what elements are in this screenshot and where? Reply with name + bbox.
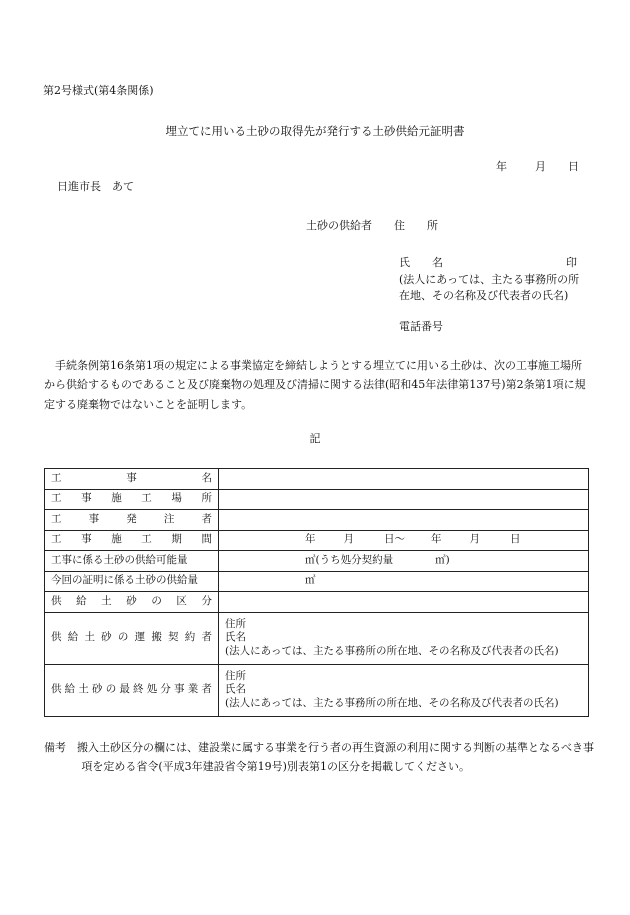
label-char: 事 xyxy=(174,683,185,696)
label-char: 工 xyxy=(51,492,62,505)
row-value-field[interactable] xyxy=(219,571,589,592)
date-day: 日 xyxy=(568,160,579,173)
supplier-label: 土砂の供給者 xyxy=(306,219,372,232)
label-char: の xyxy=(151,594,162,607)
label-char: 施 xyxy=(111,492,122,505)
label-char: の xyxy=(117,631,129,644)
label-char: 砂 xyxy=(92,683,103,696)
value-line: (法人にあっては、主たる事務所の所在地、その名称及び代表者の氏名) xyxy=(225,644,559,657)
table-row xyxy=(45,612,589,664)
period-part: 日～ xyxy=(384,533,405,546)
label-char: 期 xyxy=(171,533,182,546)
label-char: 契 xyxy=(168,631,179,644)
supplier-name-line xyxy=(399,256,577,270)
value-text: ㎥ xyxy=(305,574,316,587)
document-title: 埋立てに用いる土砂の取得先が発行する土砂供給元証明書 xyxy=(165,124,465,138)
label-char: 区 xyxy=(176,594,187,607)
supplier-phone-label: 電話番号 xyxy=(399,320,443,333)
table-row xyxy=(45,510,589,531)
table-row xyxy=(45,592,589,613)
supplier-address-label: 住 所 xyxy=(394,219,438,232)
label-char: 工 xyxy=(51,533,62,546)
value-line: 住所 xyxy=(225,617,246,630)
row-label xyxy=(45,612,219,664)
label-char: 施 xyxy=(111,533,122,546)
row-label xyxy=(45,592,219,613)
value-line: 氏名 xyxy=(225,631,246,644)
row-value-field[interactable] xyxy=(219,510,589,531)
label-char: 供 xyxy=(51,594,62,607)
label-char: 砂 xyxy=(126,594,137,607)
row-label: 工事に係る土砂の供給可能量 xyxy=(45,551,219,572)
table-row xyxy=(45,664,589,716)
supplier-address-line xyxy=(306,219,438,233)
row-label: 今回の証明に係る土砂の供給量 xyxy=(45,571,219,592)
table-row xyxy=(45,571,589,592)
label-char: 事 xyxy=(81,492,92,505)
label-char: 事 xyxy=(88,512,100,525)
date-year: 年 xyxy=(496,160,507,173)
value-text: ㎥(うち処分契約量 ㎥) xyxy=(305,553,450,566)
row-label xyxy=(45,510,219,531)
value-line: 氏名 xyxy=(225,683,246,696)
label-char: 分 xyxy=(201,594,212,607)
row-value-field[interactable] xyxy=(219,592,589,613)
label-char: 業 xyxy=(187,683,199,696)
row-label xyxy=(45,530,219,551)
label-char: 土 xyxy=(101,594,112,607)
label-char: 給 xyxy=(76,594,87,607)
value-line: (法人にあっては、主たる事務所の所在地、その名称及び代表者の氏名) xyxy=(225,696,559,709)
label-char: 発 xyxy=(126,512,137,525)
label-char: 所 xyxy=(201,492,212,505)
row-value-field[interactable] xyxy=(219,551,589,572)
supplier-name-note: (法人にあっては、主たる事務所の所在地、その名称及び代表者の氏名) xyxy=(399,273,580,302)
table-row xyxy=(45,469,589,490)
addressee: 日進市長 あて xyxy=(57,180,134,193)
label-char: 給 xyxy=(64,683,76,696)
table-row xyxy=(45,530,589,551)
supplier-name-label: 氏 名 xyxy=(399,256,443,269)
period-part: 年 xyxy=(431,533,442,546)
row-value-field[interactable] xyxy=(219,664,589,716)
label-char: 工 xyxy=(141,492,152,505)
row-label xyxy=(45,469,219,490)
date-month: 月 xyxy=(535,160,546,173)
info-table xyxy=(44,468,589,717)
label-char: 搬 xyxy=(151,631,162,644)
label-char: 最 xyxy=(119,683,130,696)
form-number: 第2号様式(第4条関係) xyxy=(43,84,154,97)
row-value-field[interactable] xyxy=(219,489,589,510)
label-char: 分 xyxy=(160,683,171,696)
label-char: 約 xyxy=(184,631,196,644)
remarks: 備考 搬入土砂区分の欄には、建設業に属する事業を行う者の再生資源の利用に関する判断の基準となるべき事項を定める省令(平成3年建設省令第19号)別表第1の区分を掲載してください。 xyxy=(44,741,594,774)
value-line: 住所 xyxy=(225,669,246,682)
label-char: 土 xyxy=(78,683,89,696)
label-char: 工 xyxy=(141,533,152,546)
seal-mark: 印 xyxy=(566,256,577,269)
label-char: 処 xyxy=(146,683,158,696)
label-char: 供 xyxy=(51,683,62,696)
row-label xyxy=(45,664,219,716)
label-char: 者 xyxy=(201,631,212,644)
period-part: 日 xyxy=(510,533,521,546)
label-char: 運 xyxy=(134,631,146,644)
row-value-field[interactable] xyxy=(219,612,589,664)
label-char: 者 xyxy=(201,512,212,525)
date-line xyxy=(496,160,579,174)
label-char: 工 xyxy=(51,512,62,525)
label-char: 事 xyxy=(126,471,137,484)
label-char: 工 xyxy=(51,471,62,484)
table-row xyxy=(45,489,589,510)
label-char: 給 xyxy=(67,631,79,644)
label-char: 者 xyxy=(201,683,212,696)
certification-text: 手続条例第16条第1項の規定による事業協定を締結しようとする埋立てに用いる土砂は、次の工事施工場所から供給するものであること及び廃棄物の処理及び清掃に関する法律(昭和45年法律第137号)第2条第1項に規定する廃棄物ではないことを証明します。 xyxy=(44,359,586,411)
period-part: 年 xyxy=(305,533,316,546)
label-char: 砂 xyxy=(101,631,112,644)
label-char: 間 xyxy=(201,533,212,546)
label-char: 供 xyxy=(51,631,62,644)
label-char: 事 xyxy=(81,533,92,546)
label-char: 場 xyxy=(171,492,182,505)
row-label xyxy=(45,489,219,510)
period-part: 月 xyxy=(343,533,354,546)
label-char: 注 xyxy=(163,512,175,525)
ki-heading: 記 xyxy=(309,432,321,445)
label-char: 土 xyxy=(84,631,95,644)
table-row xyxy=(45,551,589,572)
row-value-field[interactable] xyxy=(219,469,589,490)
label-char: 名 xyxy=(201,471,212,484)
period-part: 月 xyxy=(469,533,480,546)
row-value-field[interactable] xyxy=(219,530,589,551)
label-char: 終 xyxy=(133,683,144,696)
label-char: の xyxy=(105,683,117,696)
